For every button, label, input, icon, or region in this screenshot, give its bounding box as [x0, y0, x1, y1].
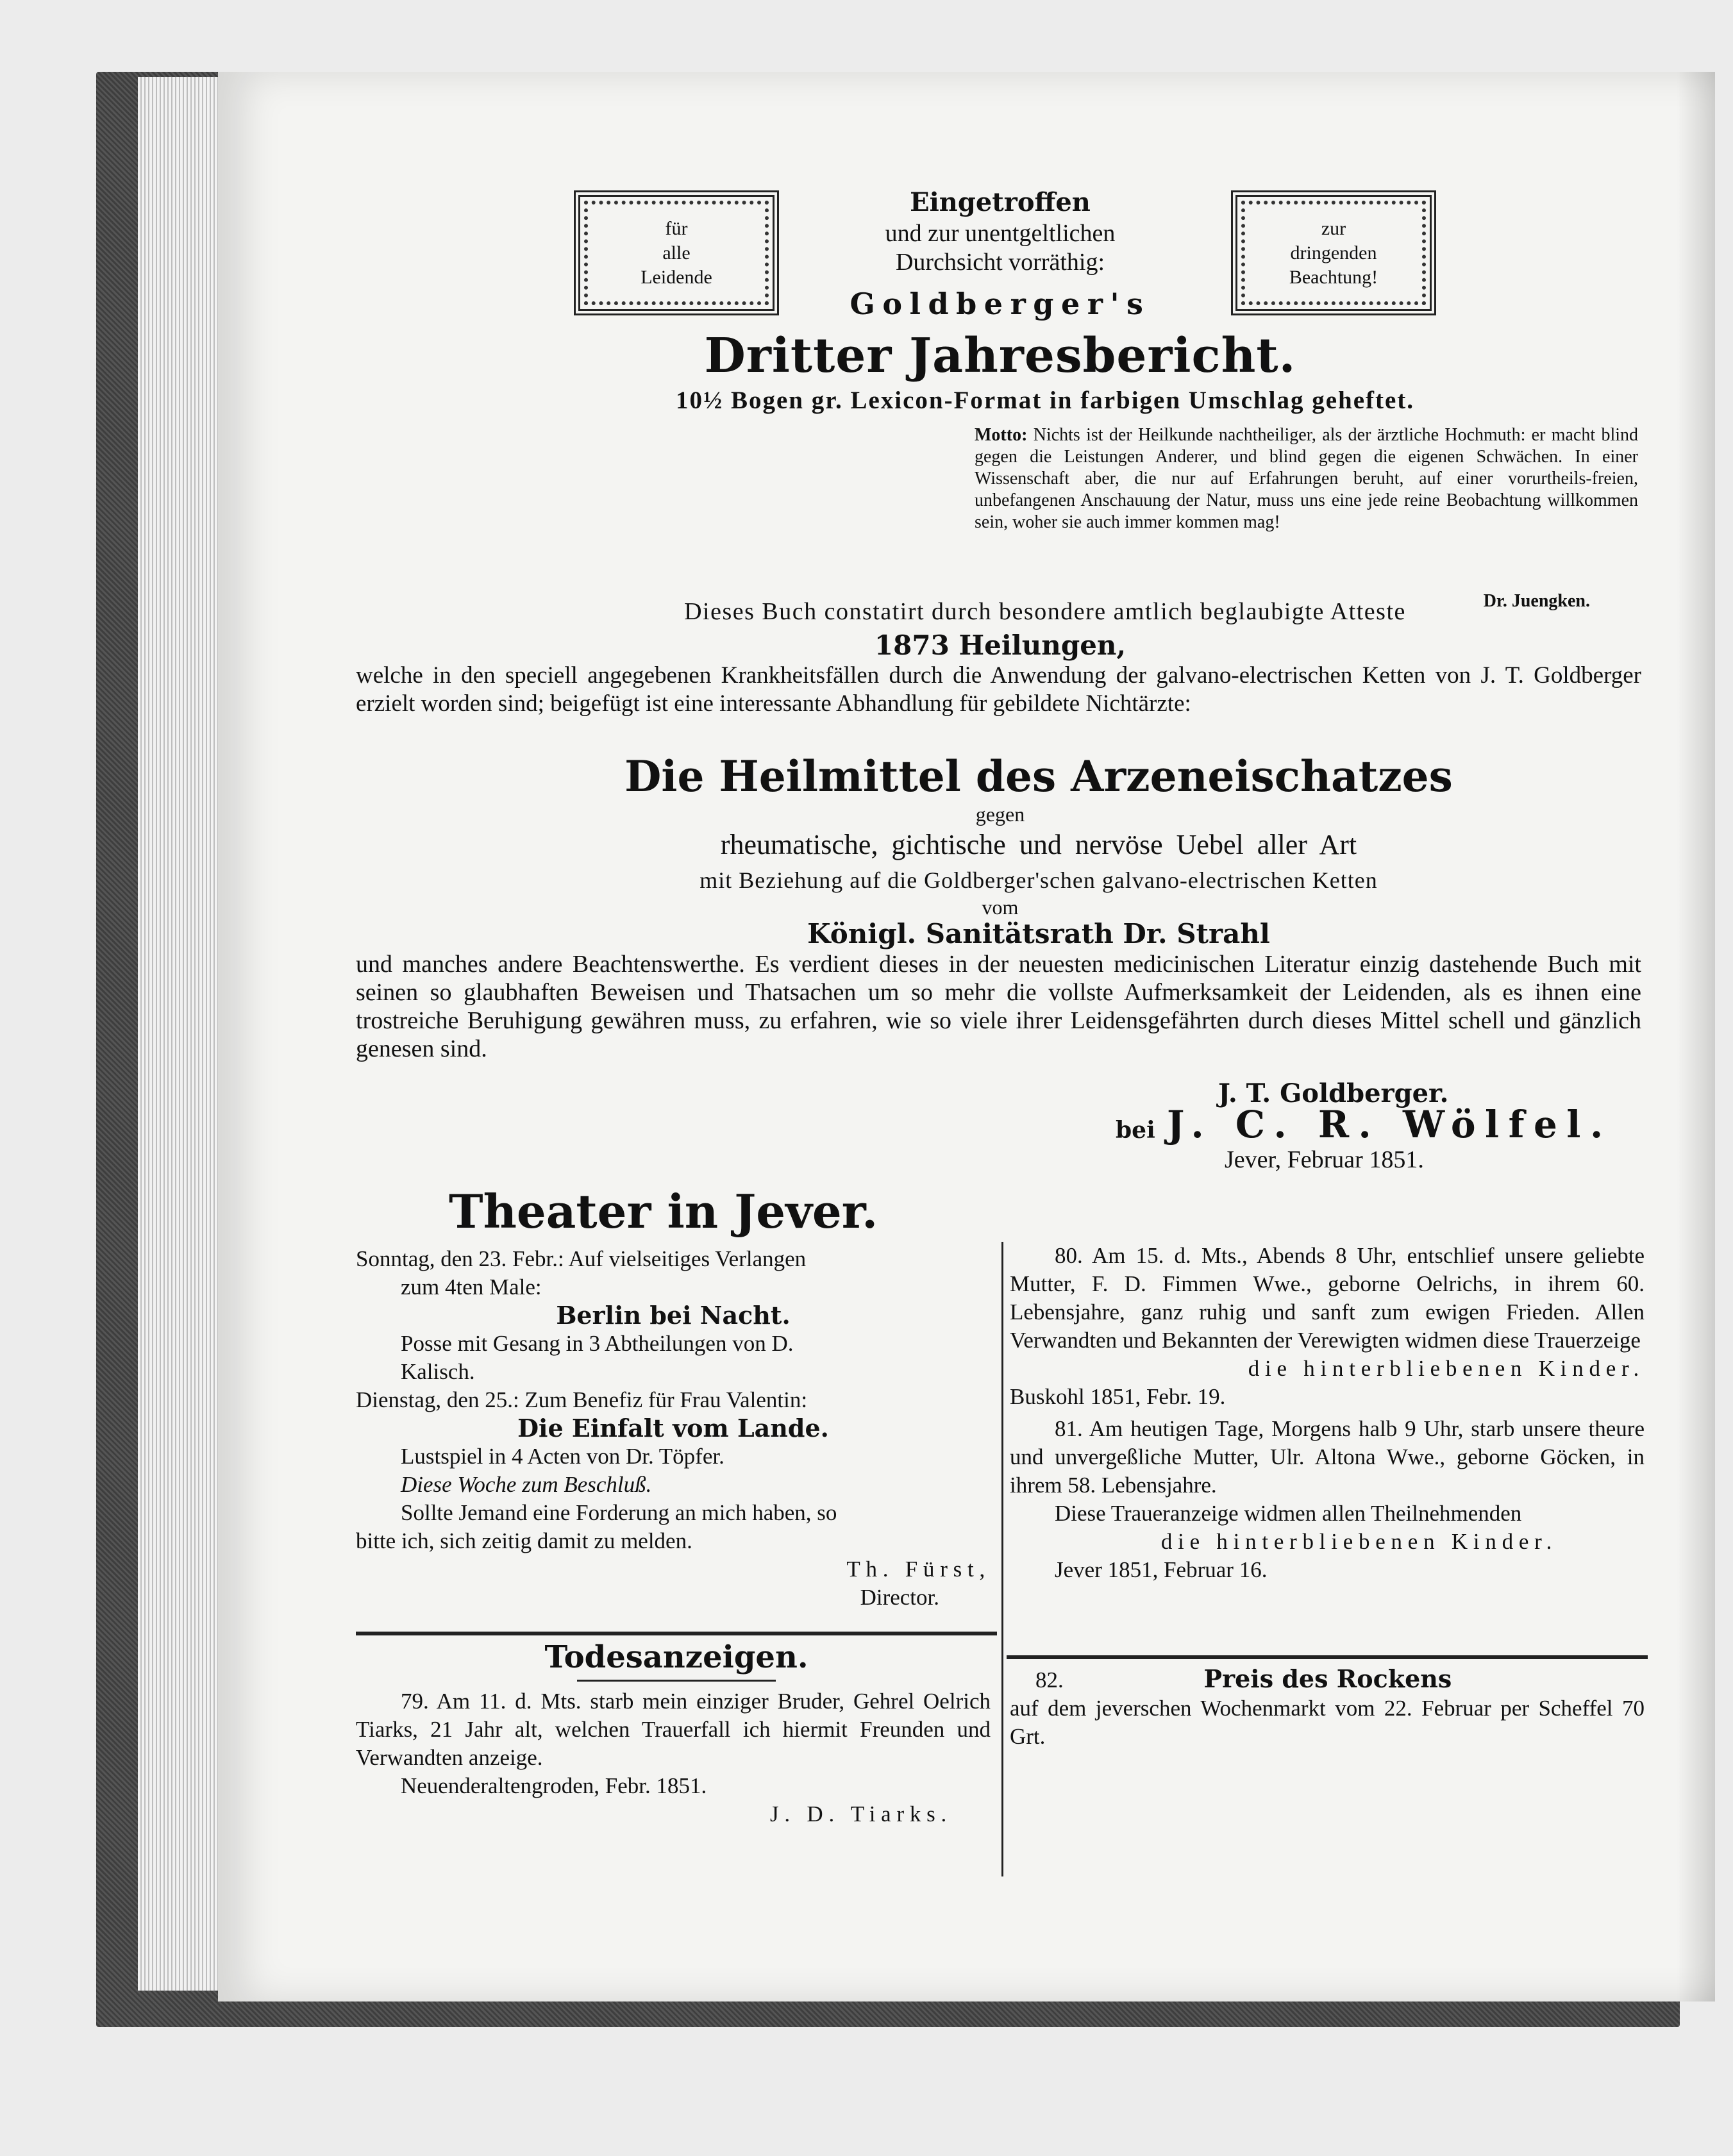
seller-name: J. C. R. Wölfel. [1167, 1103, 1612, 1146]
notice-80: 80. Am 15. d. Mts., Abends 8 Uhr, entschlief unsere geliebte Mutter, F. D. Fimmen Wwe., geborne Oelrichs, in ihrem 60. Lebensjahre, ganz ruhig und sanft zum ewigen Frieden. Allen Verwandten und Bekannten der Verewigten widmen diese Trauerzeige [1010, 1243, 1645, 1353]
right-box-line-1: zur [1321, 217, 1346, 239]
theater-director: Director. [860, 1585, 939, 1610]
theater-line-10: Sollte Jemand eine Forderung an mich haben, so [401, 1500, 837, 1525]
notice-81: 81. Am heutigen Tage, Morgens halb 9 Uhr, starb unsere theure und unvergeßliche Mutter, Ulr. Altona Wwe., geborne Göcken, in ihrem 58. Lebensjahre. [1010, 1416, 1645, 1498]
vom: vom [982, 896, 1019, 919]
theater-play-2: Die Einfalt vom Lande. [517, 1414, 829, 1442]
right-box-line-3: Beachtung! [1289, 266, 1378, 288]
notice-82-number: 82. [1035, 1667, 1064, 1692]
theater-line-9: Diese Woche zum Beschluß. [401, 1472, 652, 1497]
goldberger-name: Goldberger's [850, 287, 1151, 321]
strahl-line: Königl. Sanitätsrath Dr. Strahl [807, 918, 1270, 949]
notice-79-signature: J. D. Tiarks. [770, 1801, 952, 1826]
notice-79: 79. Am 11. d. Mts. starb mein einziger Bruder, Gehrel Oelrich Tiarks, 21 Jahr alt, welchen Trauerfall ich hiermit Freunden und Verwandten anzeige. [356, 1689, 991, 1770]
notice-81-signature: die hinterbliebenen Kinder. [1160, 1529, 1558, 1554]
motto-label: Motto: [975, 425, 1028, 445]
ad-heilungen: 1873 Heilungen, [874, 630, 1126, 661]
left-ornament-box [574, 190, 779, 315]
motto-text: Nichts ist der Heilkunde nachtheiliger, als der ärztliche Hochmuth: er macht blind gegen die Leistungen Anderer, und blind gegen die eigenen Schwächen. In einer Wissenschaft aber, die nur auf Erfahrungen beruht, auf einer vorurtheils-freien, unbefangenen Anschauung der Natur, muss uns eine jede reine Beobachtung willkommen sein, woher sie auch immer kommen mag! [975, 425, 1639, 532]
theater-rule [356, 1632, 997, 1635]
notice-82-block [1010, 1665, 1645, 1751]
uebel-line: rheumatische, gichtische und nervöse Uebel aller Art [720, 829, 1357, 860]
right-ornament-box [1231, 190, 1436, 315]
todes-column [356, 1687, 991, 1828]
theater-title: Theater in Jever. [449, 1184, 878, 1239]
notice-82-text: auf dem jeverschen Wochenmarkt vom 22. Februar per Scheffel 70 Grt. [1010, 1696, 1645, 1749]
theater-line-11: bitte ich, sich zeitig damit zu melden. [356, 1528, 692, 1553]
header-line-3: Durchsicht vorräthig: [895, 249, 1105, 276]
bei: bei [1116, 1117, 1155, 1144]
left-box-line-3: Leidende [640, 266, 712, 288]
right-column [1010, 1242, 1645, 1584]
format-line: 10½ Bogen gr. Lexicon-Format in farbigen Umschlag geheftet. [675, 387, 1415, 414]
beziehung-line: mit Beziehung auf die Goldberger'schen galvano-electrischen Ketten [699, 867, 1378, 893]
notice-81-place: Jever 1851, Februar 16. [1055, 1557, 1268, 1582]
theater-line-2: zum 4ten Male: [401, 1274, 542, 1299]
notice-82-title: Preis des Rockens [1203, 1664, 1452, 1693]
newspaper-page [218, 72, 1715, 2001]
column-divider [1001, 1242, 1003, 1876]
theater-line-4: Posse mit Gesang in 3 Abtheilungen von D. [401, 1331, 794, 1356]
todes-title: Todesanzeigen. [544, 1639, 808, 1675]
place-date: Jever, Februar 1851. [1225, 1146, 1424, 1173]
notice-80-signature: die hinterbliebenen Kinder. [1248, 1356, 1645, 1381]
theater-play-1: Berlin bei Nacht. [556, 1301, 791, 1330]
book-title: Die Heilmittel des Arzeneischatzes [624, 751, 1453, 801]
ad-line-1: Dieses Buch constatirt durch besondere amtlich beglaubigte Atteste [684, 598, 1406, 625]
theater-line-8: Lustspiel in 4 Acten von Dr. Töpfer. [401, 1444, 724, 1469]
motto-block [975, 424, 1638, 533]
right-box-line-2: dringenden [1290, 242, 1377, 263]
todes-rule [577, 1680, 776, 1682]
header-eingetroffen: Eingetroffen [910, 187, 1091, 217]
signature-goldberger: J. T. Goldberger. [1218, 1078, 1449, 1108]
ad-paragraph-2: und manches andere Beachtenswerthe. Es verdient dieses in der neuesten medicinischen Literatur einzig dastehende Buch mit seinen so glaubhaften Beweisen und Thatsachen um so mehr die vollste Aufmerksamkeit der Leidenden, als es ihnen eine trostreiche Beruhigung gewähren muss, zu erfahren, wie so viele ihrer Leidensgefährten durch dieses Mittel schell und gänzlich genesen sind. [356, 951, 1641, 1062]
notice-79-place: Neuenderaltengroden, Febr. 1851. [401, 1773, 707, 1798]
right-column-rule [1007, 1655, 1648, 1659]
page-edges [138, 77, 228, 1991]
theater-signature: Th. Fürst, [846, 1557, 991, 1582]
theater-line-6: Dienstag, den 25.: Zum Benefiz für Frau Valentin: [356, 1387, 808, 1412]
page-shadow [1677, 72, 1715, 2001]
header-line-2: und zur unentgeltlichen [885, 220, 1116, 247]
motto-attribution: Dr. Juengken. [1483, 591, 1590, 611]
main-title: Dritter Jahresbericht. [704, 328, 1296, 383]
left-box-line-2: alle [662, 242, 691, 263]
gegen: gegen [975, 803, 1025, 826]
ad-paragraph-1: welche in den speciell angegebenen Krankheitsfällen durch die Anwendung der galvano-electrischen Ketten von J. T. Goldberger erzielt worden sind; beigefügt ist eine interessante Abhandlung für gebildete Nichtärzte: [356, 662, 1641, 717]
theater-line-1: Sonntag, den 23. Febr.: Auf vielseitiges Verlangen [356, 1246, 807, 1271]
notice-80-place: Buskohl 1851, Febr. 19. [1010, 1384, 1226, 1409]
theater-line-5: Kalisch. [401, 1359, 475, 1384]
left-box-line-1: für [665, 217, 688, 239]
notice-81-line-2: Diese Traueranzeige widmen allen Theilnehmenden [1055, 1501, 1522, 1526]
theater-column [356, 1245, 991, 1612]
